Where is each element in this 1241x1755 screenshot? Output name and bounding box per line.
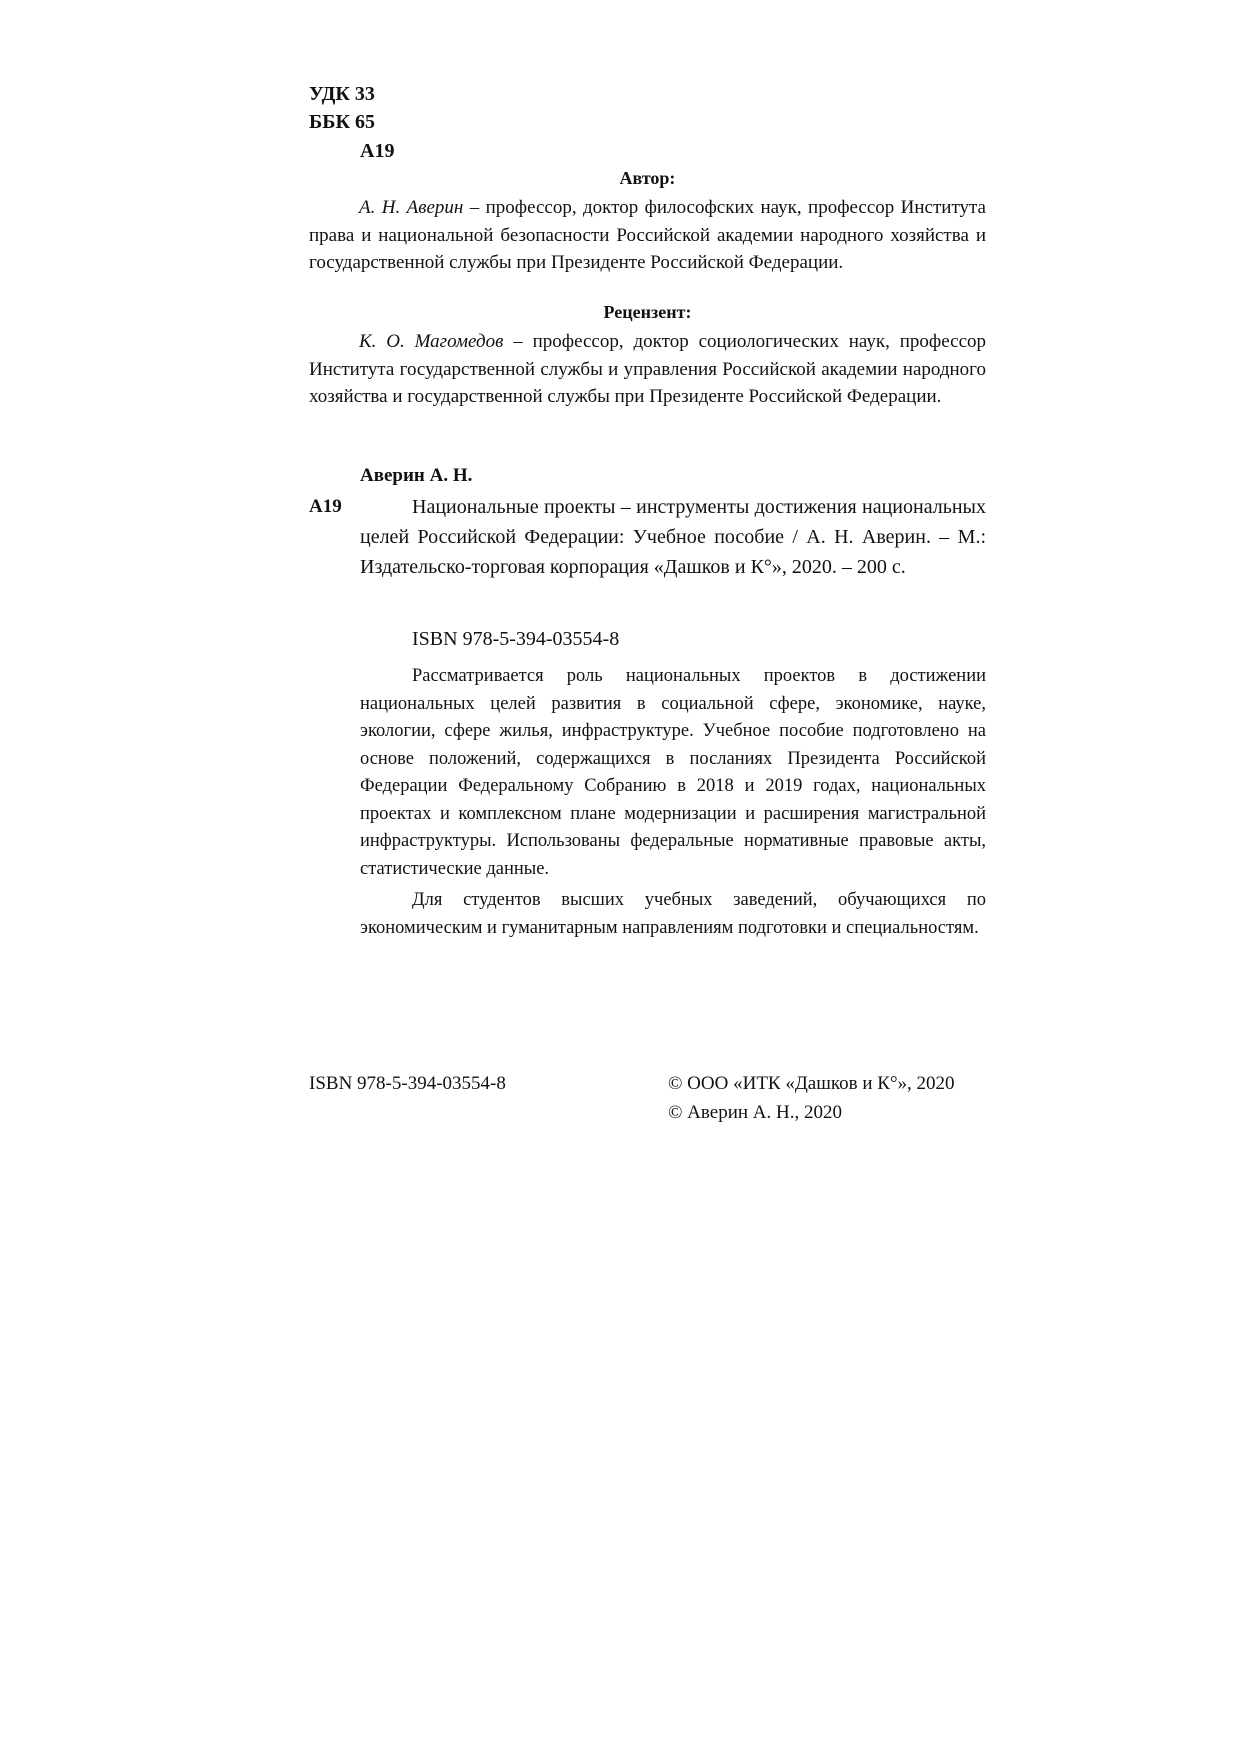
author-text: – профессор, доктор философских наук, профессор Института права и национальной безопасности Российской академии народного хозяйства и государственной службы при Президенте Российской Федерации.: [309, 197, 986, 273]
udk-code: УДК 33: [309, 83, 375, 105]
bib-isbn: ISBN 978-5-394-03554-8: [412, 628, 620, 650]
footer-copyright-publisher: © ООО «ИТК «Дашков и К°», 2020: [668, 1073, 955, 1094]
author-name: А. Н. Аверин: [359, 197, 464, 218]
bbk-code: ББК 65: [309, 111, 375, 133]
bib-author-header: Аверин А. Н.: [360, 465, 473, 486]
reviewer-text: – профессор, доктор социологических наук, профессор Института государственной службы и управления Российской академии народного хозяйства и государственной службы при Президенте Российской Федерации.: [309, 331, 987, 407]
footer-copyright-author: © Аверин А. Н., 2020: [668, 1102, 842, 1123]
reviewer-name: К. О. Магомедов: [359, 331, 504, 352]
footer-isbn: ISBN 978-5-394-03554-8: [309, 1073, 506, 1094]
author-sign: А19: [360, 140, 395, 162]
annotation-paragraph-1: Рассматривается роль национальных проектов в достижении национальных целей развития в социальной сфере, экономике, науке, экологии, сфере жилья, инфраструктуре. Учебное пособие подготовлено на основе положений, содержащихся в посланиях Президента Российской Федерации Федеральному Собранию в 2018 и 2019 годах, национальных проектах и комплексном плане модернизации и расширения магистральной инфраструктуры. Использованы федеральные нормативные правовые акты, статистические данные.: [360, 666, 986, 879]
author-heading: Автор:: [619, 168, 676, 188]
reviewer-heading: Рецензент:: [603, 302, 692, 322]
reviewer-description: [309, 328, 986, 411]
annotation-paragraph-2: Для студентов высших учебных заведений, обучающихся по экономическим и гуманитарным направлениям подготовки и специальностям.: [360, 890, 986, 938]
author-description: [309, 194, 986, 277]
bib-sign: А19: [309, 496, 342, 517]
bib-record: Национальные проекты – инструменты достижения национальных целей Российской Федерации: Учебное пособие / А. Н. Аверин. – М.: Издательско-торговая корпорация «Дашков и К°», 2020. – 200 с.: [360, 496, 986, 578]
